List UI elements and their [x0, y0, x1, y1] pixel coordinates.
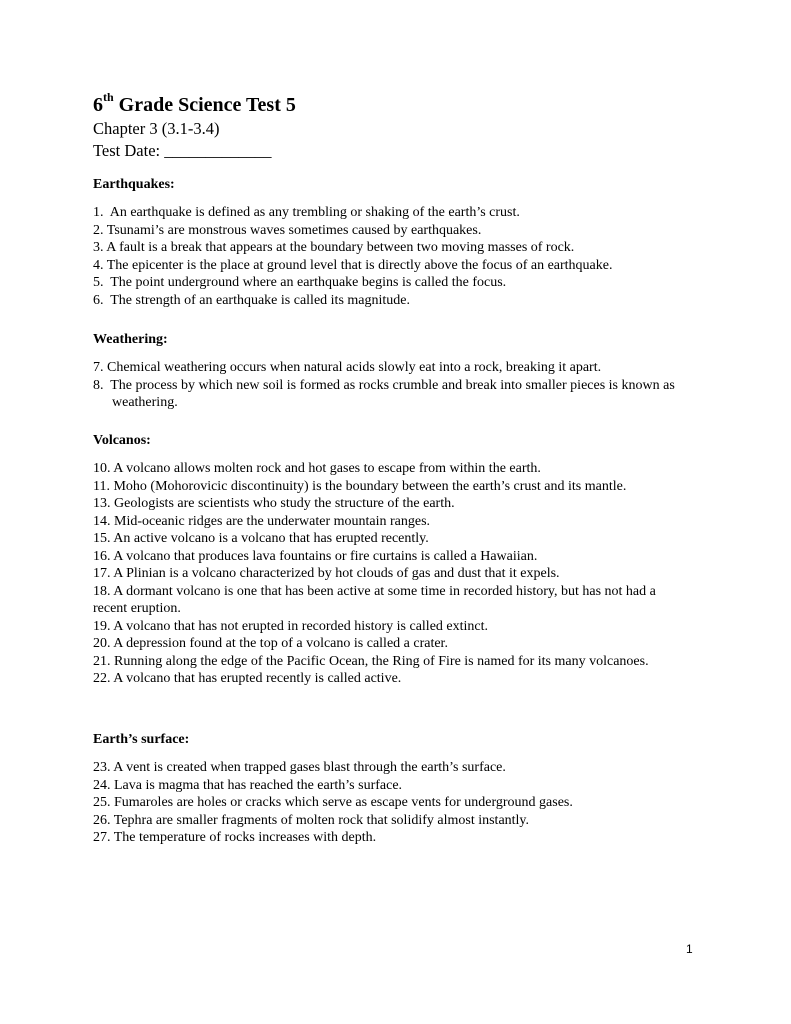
list-item: 5. The point underground where an earthquake begins is called the focus.: [93, 275, 507, 290]
list-item: 23. A vent is created when trapped gases blast through the earth’s surface.: [93, 760, 506, 775]
list-item: 8. The process by which new soil is formed as rocks crumble and break into smaller pieces is known as weathering.: [93, 377, 679, 410]
list-item: 7. Chemical weathering occurs when natural acids slowly eat into a rock, breaking it apart.: [93, 360, 602, 375]
list-item: 17. A Plinian is a volcano characterized by hot clouds of gas and dust that it expels.: [93, 566, 560, 581]
page-number: 1: [686, 942, 693, 956]
list-item: 15. An active volcano is a volcano that has erupted recently.: [93, 531, 429, 546]
list-item: 20. A depression found at the top of a volcano is called a crater.: [93, 636, 448, 651]
list-item: 11. Moho (Mohorovicic discontinuity) is the boundary between the earth’s crust and its mantle.: [93, 478, 627, 494]
list-item: 26. Tephra are smaller fragments of molten rock that solidify almost instantly.: [93, 812, 530, 828]
page-title: [93, 92, 296, 118]
section-weathering: [93, 331, 693, 412]
title-prefix: 6: [93, 94, 103, 116]
list-item: 19. A volcano that has not erupted in recorded history is called extinct.: [93, 618, 489, 634]
section-earthquakes: [93, 176, 693, 309]
list-item: 6. The strength of an earthquake is called its magnitude.: [93, 292, 410, 308]
list-item: 10. A volcano allows molten rock and hot gases to escape from within the earth.: [93, 461, 541, 476]
section-heading: Earth’s surface:: [93, 732, 190, 747]
chapter-line: Chapter 3 (3.1-3.4): [93, 119, 220, 138]
title-rest: Grade Science Test 5: [113, 94, 296, 116]
list-item: 2. Tsunami’s are monstrous waves sometimes caused by earthquakes.: [93, 222, 482, 238]
item-list: [93, 359, 693, 412]
item-list: [93, 204, 693, 309]
list-item: 3. A fault is a break that appears at the boundary between two moving masses of rock.: [93, 240, 575, 255]
list-item: 13. Geologists are scientists who study the structure of the earth.: [93, 496, 455, 511]
section-earths-surface: [93, 731, 693, 847]
list-item: 21. Running along the edge of the Pacific Ocean, the Ring of Fire is named for its many volcanoes.: [93, 653, 649, 669]
list-item: 24. Lava is magma that has reached the earth’s surface.: [93, 777, 403, 793]
item-list: [93, 460, 693, 688]
test-date-line: Test Date: _____________: [93, 141, 272, 160]
item-list: [93, 759, 693, 847]
list-item: 18. A dormant volcano is one that has been active at some time in recorded history, but has not had a recent eruption.: [93, 583, 660, 616]
section-heading: Volcanos:: [93, 433, 151, 448]
list-item: 27. The temperature of rocks increases with depth.: [93, 830, 377, 845]
section-heading: Weathering:: [93, 332, 168, 347]
list-item: 22. A volcano that has erupted recently is called active.: [93, 671, 402, 686]
section-heading: Earthquakes:: [93, 177, 175, 192]
list-item: 4. The epicenter is the place at ground level that is directly above the focus of an earthquake.: [93, 257, 613, 273]
list-item: 16. A volcano that produces lava fountains or fire curtains is called a Hawaiian.: [93, 548, 538, 564]
section-volcanos: [93, 432, 693, 688]
list-item: 25. Fumaroles are holes or cracks which serve as escape vents for underground gases.: [93, 795, 573, 810]
list-item: 14. Mid-oceanic ridges are the underwater mountain ranges.: [93, 513, 431, 529]
title-superscript: th: [103, 90, 114, 105]
list-item: 1. An earthquake is defined as any trembling or shaking of the earth’s crust.: [93, 205, 520, 220]
